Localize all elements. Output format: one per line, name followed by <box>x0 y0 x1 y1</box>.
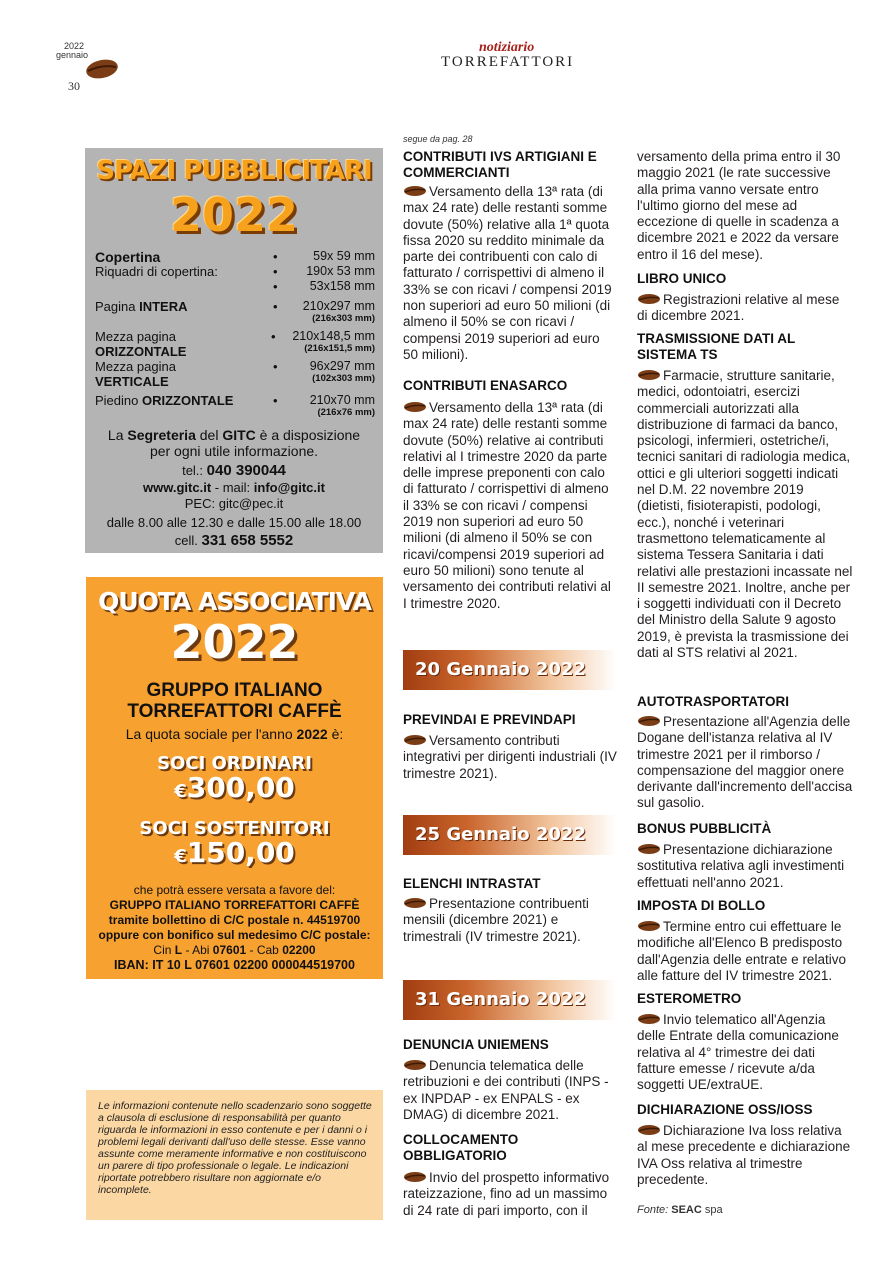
row-value: 53x158 mm <box>309 279 375 293</box>
header-month: gennaio <box>56 50 89 60</box>
row-label: Riquadri di copertina: <box>95 264 218 279</box>
magazine-title: TORREFATTORI <box>441 54 575 70</box>
section-title-ivs: CONTRIBUTI IVS ARTIGIANI E COMMERCIANTI <box>403 149 597 180</box>
section-text-collocamento: Invio del prospetto informativo rateizzazione, fino ad un massimo di 24 rate di pari importo, con il <box>403 1170 610 1218</box>
contact-cell: cell. 331 658 5552 <box>174 532 294 549</box>
section-text-continued: versamento della prima entro il 30 maggio 2021 (le rate successive alla prima vanno versate entro l'ultimo giorno del mese ad eccezione di quelle in scadenza a dicembre 2021 e 2022 da versare entro il 16 del mese). <box>637 149 841 262</box>
date-banner: 31 Gennaio 2022 <box>403 980 616 1020</box>
section-title-bonus: BONUS PUBBLICITÀ <box>637 821 772 836</box>
payment-iban: IBAN: IT 10 L 07601 02200 000044519700 <box>114 958 355 972</box>
email-link[interactable]: info@gitc.it <box>253 480 325 495</box>
section-title-auto: AUTOTRASPORTATORI <box>637 694 790 709</box>
supporting-fee: €150,00 <box>174 836 295 869</box>
coffee-bean-icon <box>637 293 661 305</box>
row-label-bold: VERTICALE <box>95 374 169 389</box>
section-title-previndai: PREVINDAI E PREVINDAPI <box>403 712 576 727</box>
coffee-bean-icon <box>637 369 661 381</box>
section-title-libro: LIBRO UNICO <box>637 271 727 286</box>
row-dot: • <box>273 393 278 408</box>
page-number: 30 <box>68 79 80 93</box>
row-value: 210x297 mm <box>302 299 375 313</box>
ad-spaces-title: SPAZI PUBBLICITARI <box>96 156 372 186</box>
row-label: Mezza pagina <box>95 329 176 344</box>
contact-line: La Segreteria del GITC è a disposizione <box>107 427 361 443</box>
fee-intro: La quota sociale per l'anno 2022 è: <box>125 726 344 742</box>
payment-line: che potrà essere versata a favore del: <box>133 883 336 897</box>
row-dot: • <box>273 264 278 279</box>
section-title-uniemens: DENUNCIA UNIEMENS <box>403 1037 549 1052</box>
row-dot: • <box>273 299 278 314</box>
header-year: 2022 <box>64 41 85 51</box>
row-dot: • <box>273 279 278 294</box>
coffee-bean-icon <box>637 843 661 855</box>
section-title-esterometro: ESTEROMETRO <box>637 991 742 1006</box>
row-dot: • <box>273 359 278 374</box>
magazine-subtitle: notiziario <box>479 40 535 55</box>
row-sub-value: (216x151,5 mm) <box>304 343 375 354</box>
ad-spaces-box <box>85 148 383 553</box>
membership-box <box>86 577 383 979</box>
section-title-collocamento: COLLOCAMENTO OBBLIGATORIO <box>403 1132 519 1163</box>
date-banner: 20 Gennaio 2022 <box>403 650 616 690</box>
row-dot: • <box>271 329 276 344</box>
row-value: 210x148,5 mm <box>292 329 375 343</box>
row-value: 96x297 mm <box>309 359 375 373</box>
coffee-bean-icon <box>637 920 661 932</box>
ad-spaces-year: 2022 <box>169 188 299 242</box>
section-text-ivs: Versamento della 13ª rata (di max 24 rate) delle restanti somme dovute (50%) relative alla 1ª quota fissa 2020 su reddito minimale da parte dei contribuenti con calo di fatturato / corrispettivi di almeno il 33% se con ricavi / compensi 2019 non superiori ad euro 50 milioni (di almeno il 50% se con ricavi / compensi 2019 superiori ad euro 50 milioni). <box>403 184 612 362</box>
row-label-bold: ORIZZONTALE <box>95 344 187 359</box>
contact-hours: dalle 8.00 alle 12.30 e dalle 15.00 alle 18.00 <box>106 515 362 530</box>
section-text-previndai: Versamento contributi integrativi per dirigenti industriali (IV trimestre 2021). <box>403 733 617 781</box>
section-text-intrastat: Presentazione contribuenti mensili (dicembre 2021) e trimestrali (IV trimestre 2021). <box>403 896 589 944</box>
row-sub-value: (102x303 mm) <box>312 373 375 384</box>
website-link[interactable]: www.gitc.it <box>143 480 212 495</box>
payment-line: tramite bollettino di C/C postale n. 44519700 <box>108 913 361 927</box>
row-sub-value: (216x76 mm) <box>317 407 375 418</box>
section-text-bollo: Termine entro cui effettuare le modifiche all'Elenco B predisposto dall'Agenzia delle entrate e relativo alle fatture del IV trimestre 2021. <box>637 919 846 983</box>
row-label: Piedino ORIZZONTALE <box>95 393 234 408</box>
row-sub-value: (216x303 mm) <box>312 313 375 324</box>
disclaimer-box: Le informazioni contenute nello scadenzario sono soggette a clausola di esclusione di responsabilità per quanto riguarda le informazioni in esso contenute e per i danni o i problemi legali derivanti dall'uso delle stesse. Esse vanno assunte come meramente informative e non costituiscono un parere di tipo professionale o legale. Le indicazioni riportate potrebbero risultare non aggiornate e/o incomplete. <box>86 1090 383 1220</box>
continued-note: segue da pag. 28 <box>403 134 473 144</box>
row-dot: • <box>273 249 278 264</box>
contact-web-mail: www.gitc.it - mail: info@gitc.it <box>143 480 325 495</box>
section-title-intrastat: ELENCHI INTRASTAT <box>403 876 541 891</box>
section-text-auto: Presentazione all'Agenzia delle Dogane dell'istanza relativa al IV trimestre 2021 per il rimborso / compensazione del maggior onere derivante dall'incremento dell'accisa sul gasolio. <box>637 714 853 811</box>
coffee-bean-icon <box>637 715 661 727</box>
row-value: 190x 53 mm <box>306 264 375 278</box>
coffee-bean-icon <box>403 897 427 909</box>
contact-pec: PEC: gitc@pec.it <box>184 496 284 511</box>
coffee-bean-icon <box>403 401 427 413</box>
date-banner: 25 Gennaio 2022 <box>403 815 616 855</box>
coffee-bean-icon <box>403 734 427 746</box>
ordinary-fee: €300,00 <box>174 771 295 804</box>
org-name-line1: GRUPPO ITALIANO <box>146 680 323 701</box>
row-value: 59x 59 mm <box>313 249 375 263</box>
row-label: Pagina INTERA <box>95 299 188 314</box>
contact-phone: tel.: 040 390044 <box>182 462 286 479</box>
membership-year: 2022 <box>170 615 299 669</box>
coffee-bean-icon <box>637 1013 661 1025</box>
payment-line: oppure con bonifico sul medesimo C/C postale: <box>98 928 371 942</box>
coffee-bean-icon <box>403 1171 427 1183</box>
section-text-esterometro: Invio telematico all'Agenzia delle Entrate della comunicazione relativa al 4° trimestre dei dati fatture emesse / ricevute a/da soggetti UE/extraUE. <box>637 1012 839 1093</box>
source-note: Fonte: SEAC spa <box>637 1204 723 1216</box>
ordinary-label: SOCI ORDINARI <box>157 753 312 774</box>
row-label: Mezza pagina <box>95 359 176 374</box>
section-text-libro: Registrazioni relative al mese di dicembre 2021. <box>637 292 840 324</box>
section-title-enasarco: CONTRIBUTI ENASARCO <box>403 378 568 393</box>
section-text-oss: Dichiarazione Iva loss relativa al mese precedente e dichiarazione IVA Oss relativa al trimestre precedente. <box>637 1123 851 1187</box>
row-value: 210x70 mm <box>309 393 375 407</box>
row-label: Copertina <box>95 249 161 265</box>
section-text-enasarco: Versamento della 13ª rata (di max 24 rate) delle restanti somme dovute (50%) relative ai contributi relativi al I trimestre 2020 da parte delle imprese preponenti con calo di fatturato / corrispettivi di almeno il 33% se con ricavi / compensi 2019 non superiori ad euro 50 milioni (di almeno il 50% se con ricavi/compensi 2019 superiori ad euro 50 milioni) sono tenute al versamento dei contributi relativi al I trimestre 2020. <box>403 400 611 611</box>
section-title-ts: TRASMISSIONE DATI AL SISTEMA TS <box>637 331 796 362</box>
payment-line: GRUPPO ITALIANO TORREFATTORI CAFFÈ <box>109 898 360 912</box>
section-text-uniemens: Denuncia telematica delle retribuzioni e dei contributi (INPS - ex INPDAP - ex ENPALS - ex DMAG) di dicembre 2021. <box>403 1058 609 1122</box>
membership-title: QUOTA ASSOCIATIVA <box>98 587 371 616</box>
coffee-bean-icon <box>84 58 120 80</box>
coffee-bean-icon <box>403 185 427 197</box>
section-title-oss: DICHIARAZIONE OSS/IOSS <box>637 1102 813 1117</box>
contact-line: per ogni utile informazione. <box>149 443 319 459</box>
section-text-bonus: Presentazione dichiarazione sostitutiva relativa agli investimenti effettuati nell'anno 2021. <box>637 842 845 890</box>
section-text-ts: Farmacie, strutture sanitarie, medici, odontoiatri, esercizi commerciali autorizzati alla distribuzione di farmaci da banco, psicologi, infermieri, ostetriche/i, tecnici sanitari di radiologia medica, ottici e gli ulteriori soggetti indicati nel D.M. 22 novembre 2019 (dietisti, fisioterapisti, podologi, ecc.), nonché i veterinari trasmettono telematicamente al sistema Tessera Sanitaria i dati relativi alle prestazioni incassate nel II semestre 2021. Inoltre, anche per i soggetti individuati con il Decreto del Ministro della Salute 9 agosto 2019, è prevista la trasmissione dei dati al STS relativi al 2021. <box>637 368 853 661</box>
coffee-bean-icon <box>637 1124 661 1136</box>
coffee-bean-icon <box>403 1059 427 1071</box>
supporting-label: SOCI SOSTENITORI <box>139 818 330 839</box>
org-name-line2: TORREFATTORI CAFFÈ <box>127 701 342 722</box>
section-title-bollo: IMPOSTA DI BOLLO <box>637 898 766 913</box>
payment-line: Cin L - Abi 07601 - Cab 02200 <box>153 943 316 957</box>
